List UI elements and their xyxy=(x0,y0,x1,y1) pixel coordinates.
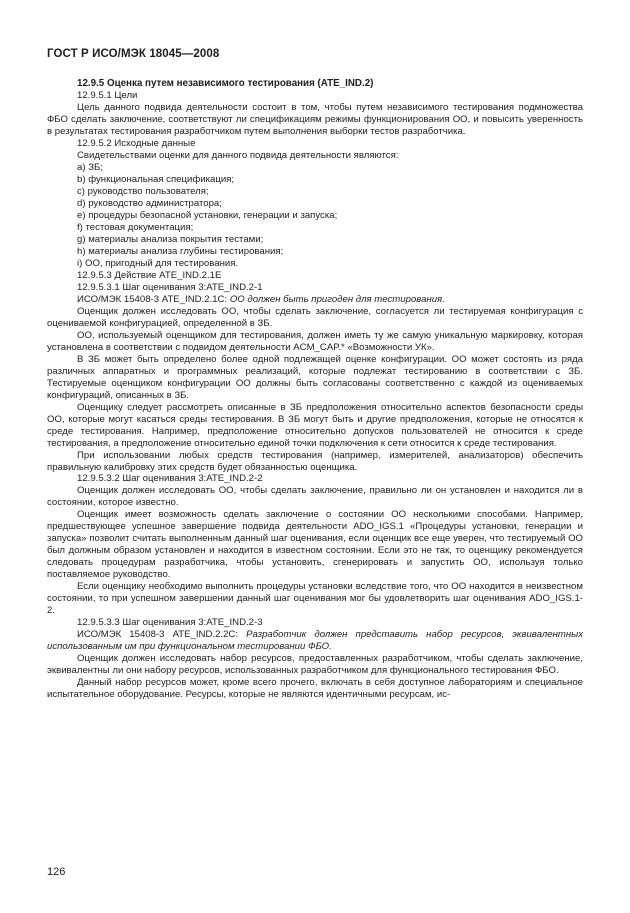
list-item: a) ЗБ; xyxy=(77,161,103,173)
paragraph: При использовании любых средств тестирования (например, измерителей, анализаторов) обеспечить правильную калибровку этих средств будет обязанностью оценщика. xyxy=(47,449,583,473)
subsection-title: 12.9.5.2 Исходные данные xyxy=(77,137,196,149)
list-item: f) тестовая документация; xyxy=(77,221,194,233)
list-item: g) материалы анализа покрытия тестами; xyxy=(77,233,264,245)
paragraph: ОО, используемый оценщиком для тестирования, должен иметь ту же самую уникальную маркировку, которая установлена в соответствии с подвидом деятельности ACM_CAP.* «Возможности УК». xyxy=(47,329,583,353)
subsection-title: 12.9.5.3 Действие ATE_IND.2.1E xyxy=(77,269,222,281)
paragraph: Оценщик должен исследовать набор ресурсов, предоставленных разработчиком, чтобы сделать заключение, эквивалентны ли они набору ресурсов, использованных разработчиком для функционального тестирования ФБО. xyxy=(47,653,583,677)
paragraph: Оценщик должен исследовать ОО, чтобы сделать заключение, правильно ли он установлен и находится ли в состоянии, которое известно. xyxy=(47,485,583,509)
paragraph: Оценщик должен исследовать ОО, чтобы сделать заключение, согласуется ли тестируемая конфигурация с оцениваемой конфигурацией, определенной в ЗБ. xyxy=(47,305,583,329)
paragraph: В ЗБ может быть определено более одной подлежащей оценке конфигурации. ОО может состоять из ряда различных аппаратных и программных реализаций, которые подлежат тестированию в соответствии с ЗБ. Тестируемые оценщиком конфигурации ОО должны быть согласованы соответственно с каждой из оцениваемых конфигураций, описанных в ЗБ. xyxy=(47,353,583,401)
document-header: ГОСТ Р ИСО/МЭК 18045—2008 xyxy=(47,48,220,60)
requirement-paragraph xyxy=(47,629,583,653)
subsection-title: 12.9.5.3.2 Шаг оценивания 3:ATE_IND.2-2 xyxy=(77,473,263,485)
list-item: c) руководство пользователя; xyxy=(77,185,209,197)
list-item: i) ОО, пригодный для тестирования. xyxy=(77,257,239,269)
requirement-text: Разработчик должен представить набор ресурсов, эквивалентных использованным им при функциональном тестировании ФБО. xyxy=(47,629,583,653)
requirement-ref: ИСО/МЭК 15408-3 ATE_IND.2.2C: xyxy=(77,629,247,641)
paragraph: Оценщику следует рассмотреть описанные в ЗБ предположения относительно аспектов безопасности среды ОО, которые могут касаться среды тестирования. В ЗБ могут быть и другие предположения, которые не относятся к среде тестирования. Например, предположение относительно допусков пользователей не относится к среде тестирования, а предположение относительно единой точки подключения к сети относится к среде тестирования. xyxy=(47,401,583,449)
paragraph: Если оценщику необходимо выполнить процедуры установки вследствие того, что ОО находится в неизвестном состоянии, то при успешном завершении данный шаг оценивания мог бы удовлетворить шаг оценивания ADO_IGS.1-2. xyxy=(47,581,583,617)
page-number: 126 xyxy=(47,866,66,878)
list-item: b) функциональная спецификация; xyxy=(77,173,235,185)
paragraph: Оценщик имеет возможность сделать заключение о состоянии ОО несколькими способами. Например, предшествующее успешное завершение подвида деятельности ADO_IGS.1 «Процедуры установки, генерации и запуска» позволит считать выполненным данный шаг оценивания, если оценщик все еще уверен, что тестируемый ОО был должным образом установлен и находится в известном состоянии. Если это не так, то оценщику рекомендуется следовать процедурам разработчика, чтобы установить, сгенерировать и запустить ОО, используя только поставляемое руководство. xyxy=(47,509,583,581)
document-body xyxy=(47,78,583,701)
paragraph: Цель данного подвида деятельности состоит в том, чтобы путем независимого тестирования подмножества ФБО сделать заключение, соответствуют ли спецификациям режимы функционирования ОО, и повысить уверенность в результатах тестирования разработчиком путем выполнения выборки тестов разработчика. xyxy=(47,101,583,137)
list-item: e) процедуры безопасной установки, генерации и запуска; xyxy=(77,209,338,221)
requirement-ref: ИСО/МЭК 15408-3 ATE_IND.2.1C: xyxy=(77,293,230,305)
subsection-title: 12.9.5.3.1 Шаг оценивания 3:ATE_IND.2-1 xyxy=(77,281,263,293)
list-item: h) материалы анализа глубины тестирования; xyxy=(77,245,284,257)
paragraph: Данный набор ресурсов может, кроме всего прочего, включать в себя доступное лабораториям и специальное испытательное оборудование. Ресурсы, которые не являются идентичными ресурсам, ис- xyxy=(47,677,583,701)
list-item: d) руководство администратора; xyxy=(77,197,222,209)
subsection-title: 12.9.5.1 Цели xyxy=(77,89,138,101)
subsection-title: 12.9.5.3.3 Шаг оценивания 3:ATE_IND.2-3 xyxy=(77,617,263,629)
requirement-paragraph xyxy=(47,294,583,306)
requirement-text: ОО должен быть пригоден для тестирования. xyxy=(229,293,445,305)
paragraph: Свидетельствами оценки для данного подвида деятельности являются: xyxy=(77,149,399,161)
section-heading: 12.9.5 Оценка путем независимого тестирования (ATE_IND.2) xyxy=(77,78,374,89)
